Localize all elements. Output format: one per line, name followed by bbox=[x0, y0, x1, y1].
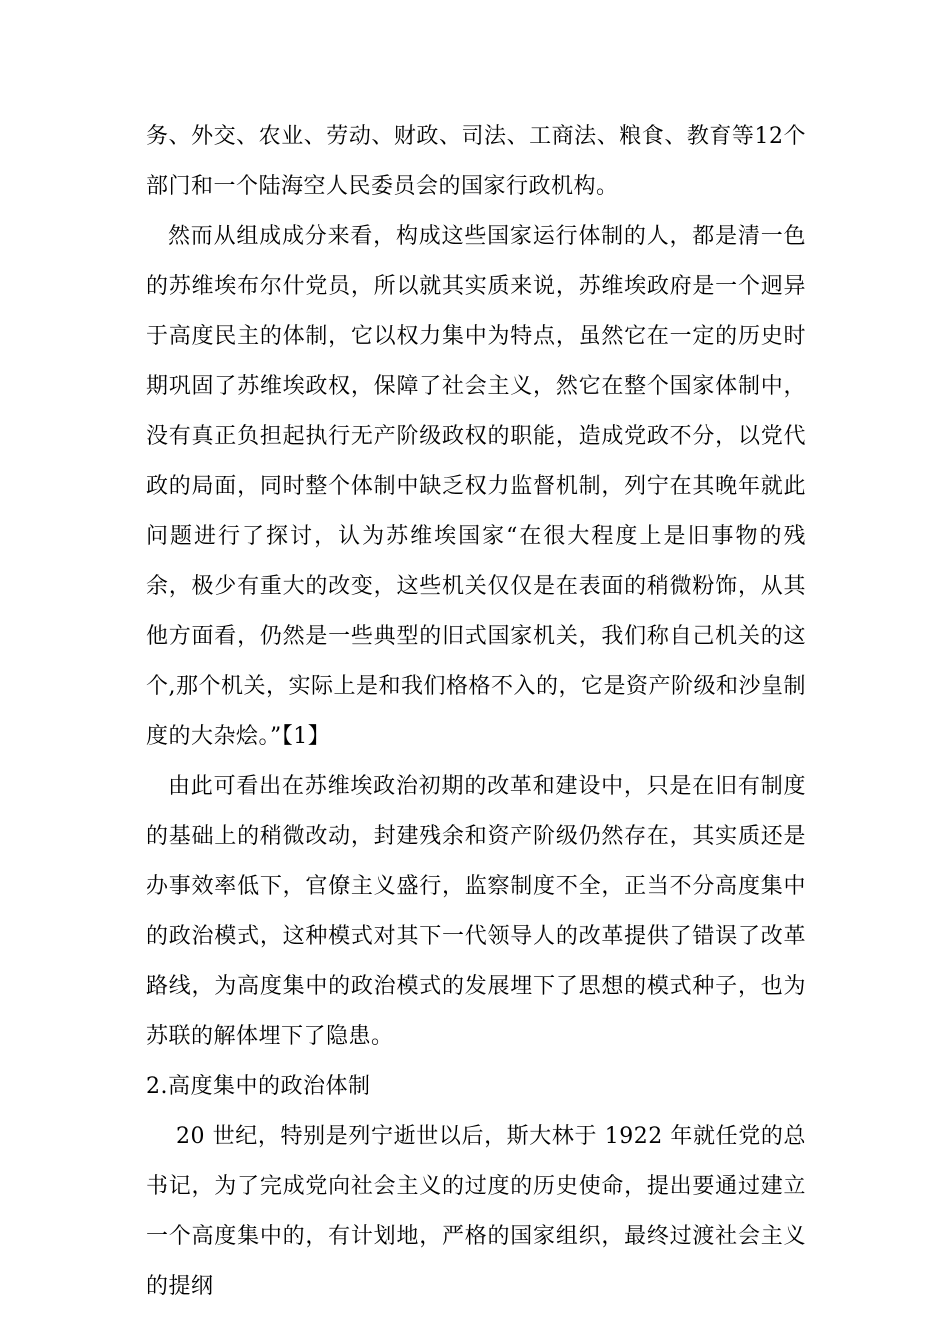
document-body bbox=[146, 112, 806, 1312]
section-heading: 2.高度集中的政治体制 bbox=[146, 1074, 371, 1099]
paragraph-stalin: 20 世纪，特别是列宁逝世以后，斯大林于 1922 年就任党的总书记，为了完成党向社会主义的过度的历史使命，提出要通过建立一个高度集中的，有计划地，严格的国家组织，最终过渡社会主义的提纲 bbox=[146, 1124, 806, 1299]
paragraph-soviet-government: 然而从组成成分来看，构成这些国家运行体制的人，都是清一色的苏维埃布尔什党员，所以就其实质来说，苏维埃政府是一个迥异于高度民主的体制，它以权力集中为特点，虽然它在一定的历史时期巩固了苏维埃政权，保障了社会主义，然它在整个国家体制中，没有真正负担起执行无产阶级政权的职能，造成党政不分，以党代政的局面，同时整个体制中缺乏权力监督机制，列宁在其晚年就此问题进行了探讨，认为苏维埃国家“在很大程度上是旧事物的残余，极少有重大的改变，这些机关仅仅是在表面的稍微粉饰，从其他方面看，仍然是一些典型的旧式国家机关，我们称自己机关的这个,那个机关，实际上是和我们格格不入的，它是资产阶级和沙皇制度的大杂烩。”【1】 bbox=[146, 224, 806, 749]
paragraph-early-reform: 由此可看出在苏维埃政治初期的改革和建设中，只是在旧有制度的基础上的稍微改动，封建残余和资产阶级仍然存在，其实质还是办事效率低下，官僚主义盛行，监察制度不全，正当不分高度集中的政治模式，这种模式对其下一代领导人的改革提供了错误了改革路线，为高度集中的政治模式的发展埋下了思想的模式种子，也为苏联的解体埋下了隐患。 bbox=[146, 774, 806, 1049]
paragraph-continuation: 务、外交、农业、劳动、财政、司法、工商法、粮食、教育等12个部门和一个陆海空人民委员会的国家行政机构。 bbox=[146, 124, 806, 199]
